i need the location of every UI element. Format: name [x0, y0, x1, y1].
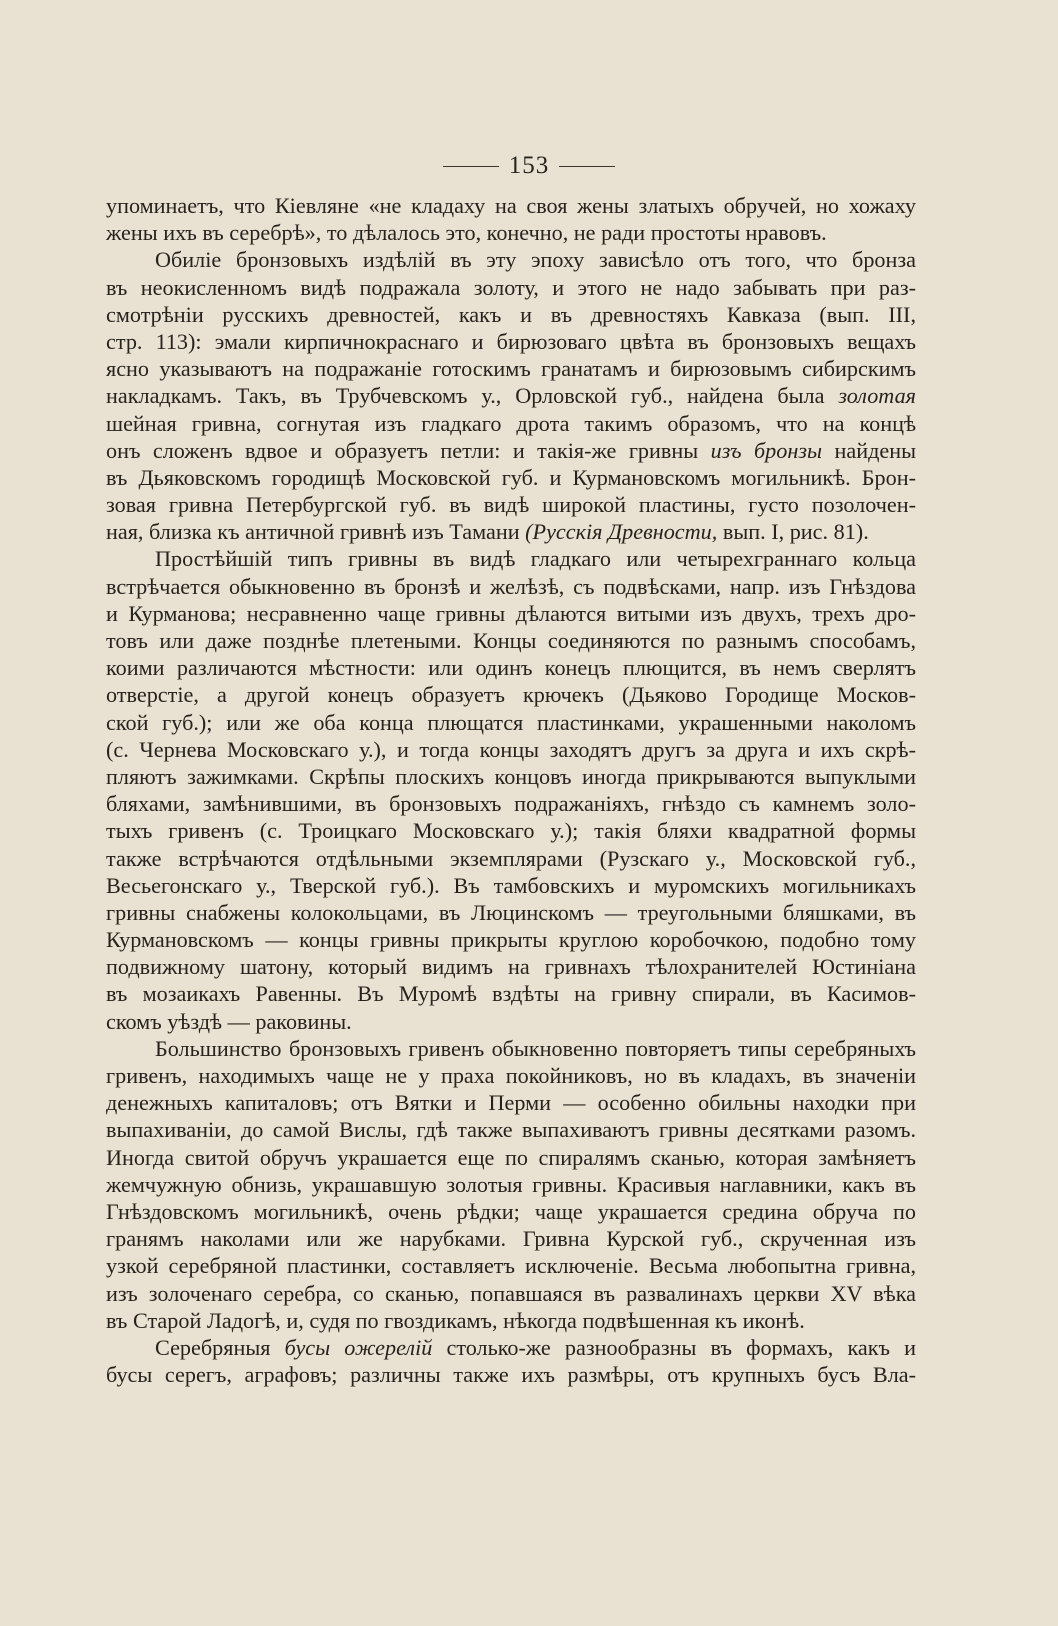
text-line: въ Дьяковскомъ городищѣ Московской губ. и Курмановскомъ могильникѣ. Брон-	[106, 464, 916, 490]
body-text	[106, 192, 916, 1388]
text-line: въ неокисленномъ видѣ подражала золоту, и этого не надо забывать при раз-	[106, 274, 916, 300]
header-rule-right	[559, 166, 615, 167]
italic-term: изъ бронзы	[710, 437, 823, 463]
text-line: изъ золоченаго серебра, со сканью, попавшаяся въ развалинахъ церкви XV вѣка	[106, 1280, 916, 1306]
text-segment: ная, близка къ античной гривнѣ изъ Тамани	[106, 519, 526, 545]
text-line: подвижному шатону, который видимъ на гривнахъ тѣлохранителей Юстиніана	[106, 954, 916, 980]
text-segment: вып. I, рис. 81).	[717, 519, 869, 545]
text-line	[106, 437, 916, 464]
text-line: узкой серебряной пластинки, составляетъ исключеніе. Весьма любопытна гривна,	[106, 1253, 916, 1279]
page-header	[0, 152, 1058, 180]
text-line: гривны снабжены колокольцами, въ Люцинскомъ — треугольными бляшками, въ	[106, 899, 916, 925]
text-line: Простѣйшій типъ гривны въ видѣ гладкаго или четырехграннаго кольца	[155, 546, 916, 572]
text-line: въ Старой Ладогѣ, и, судя по гвоздикамъ, нѣкогда подвѣшенная къ иконѣ.	[106, 1307, 805, 1333]
text-segment: накладкамъ. Такъ, въ Трубчевскомъ у., Орловской губ., найдена была	[106, 383, 839, 409]
text-line: встрѣчается обыкновенно въ бронзѣ и желѣзѣ, съ подвѣсками, напр. изъ Гнѣздова	[106, 573, 916, 599]
text-line: шейная гривна, согнутая изъ гладкаго дрота такимъ образомъ, что на концѣ	[106, 410, 916, 436]
text-line: стр. 113): эмали кирпичнокраснаго и бирюзоваго цвѣта въ бронзовыхъ вещахъ	[106, 328, 916, 354]
text-line: также встрѣчаются отдѣльными экземплярами (Рузскаго у., Московской губ.,	[106, 845, 916, 871]
italic-term: золотая	[838, 383, 916, 409]
text-line: бусы серегъ, аграфовъ; различны также ихъ размѣры, отъ крупныхъ бусъ Вла-	[106, 1362, 916, 1388]
page-number: 153	[508, 152, 550, 179]
text-segment: онъ сложенъ вдвое и образуетъ петли: и такія-же гривны	[106, 437, 711, 463]
text-line: жемчужную обнизь, украшавшую золотыя гривны. Красивыя наглавники, какъ въ	[106, 1171, 916, 1197]
text-line: денежныхъ капиталовъ; отъ Вятки и Перми — особенно обильны находки при	[106, 1090, 916, 1116]
text-line: ской губ.); или же оба конца плющатся пластинками, украшенными наколомъ	[106, 709, 916, 735]
text-line: смотрѣніи русскихъ древностей, какъ и въ древностяхъ Кавказа (вып. III,	[106, 301, 916, 327]
text-line: ясно указываютъ на подражаніе готоскимъ гранатамъ и бирюзовымъ сибирскимъ	[106, 356, 916, 382]
text-line: пляютъ зажимками. Скрѣпы плоскихъ концовъ иногда прикрываются выпуклыми	[106, 763, 916, 789]
text-line	[106, 382, 916, 409]
text-line: Иногда свитой обручъ украшается еще по спиралямъ сканью, которая замѣняетъ	[106, 1144, 916, 1170]
text-segment: найдены	[822, 437, 917, 463]
text-line: товъ или даже позднѣе плетеными. Концы соединяются по разнымъ способамъ,	[106, 628, 916, 653]
text-segment: столько-же разнообразны въ формахъ, какъ и	[432, 1334, 916, 1360]
text-line: (с. Чернева Московскаго у.), и тогда концы заходятъ другъ за друга и ихъ скрѣ-	[106, 736, 916, 762]
text-segment: Серебряныя	[155, 1334, 285, 1360]
italic-term: (Русскія Древности,	[525, 519, 718, 545]
text-line: жены ихъ въ серебрѣ», то дѣлалось это, конечно, не ради простоты нравовъ.	[106, 220, 827, 246]
text-line: Курмановскомъ — концы гривны прикрыты круглою коробочкою, подобно тому	[106, 927, 916, 953]
header-rule-left	[443, 166, 499, 167]
text-line: Гнѣздовскомъ могильникѣ, очень рѣдки; чаще украшается средина обруча по	[106, 1198, 916, 1224]
text-line: скомъ уѣздѣ — раковины.	[106, 1008, 352, 1034]
text-line	[106, 1334, 916, 1361]
text-line: Обиліе бронзовыхъ издѣлій въ эту эпоху зависѣло отъ того, что бронза	[155, 247, 916, 273]
text-line: коими различаются мѣстности: или одинъ конецъ плющится, въ немъ сверлятъ	[106, 655, 916, 681]
text-line: бляхами, замѣнившими, въ бронзовыхъ подражаніяхъ, гнѣздо съ камнемъ золо-	[106, 791, 916, 817]
text-line: въ мозаикахъ Равенны. Въ Муромѣ вздѣты на гривну спирали, въ Касимов-	[106, 981, 916, 1007]
text-line	[106, 518, 916, 545]
text-line: гривенъ, находимыхъ чаще не у праха покойниковъ, но въ кладахъ, въ значеніи	[106, 1063, 916, 1088]
text-line: выпахиваніи, до самой Вислы, гдѣ также выпахиваютъ гривны десятками разомъ.	[106, 1117, 916, 1143]
text-line: гранямъ наколами или же нарубками. Гривна Курской губ., скрученная изъ	[106, 1226, 916, 1252]
italic-term: бусы ожерелій	[284, 1334, 433, 1360]
text-line: отверстіе, а другой конецъ образуетъ крючекъ (Дьяково Городище Москов-	[106, 682, 916, 708]
text-line: и Курманова; несравненно чаще гривны дѣлаются витыми изъ двухъ, трехъ дро-	[106, 600, 916, 626]
text-line: тыхъ гривенъ (с. Троицкаго Московскаго у.); такія бляхи квадратной формы	[106, 818, 916, 844]
text-line: зовая гривна Петербургской губ. въ видѣ широкой пластины, густо позолочен-	[106, 492, 916, 518]
text-line: Весьегонскаго у., Тверской губ.). Въ тамбовскихъ и муромскихъ могильникахъ	[106, 872, 916, 898]
text-line: упоминаетъ, что Кіевляне «не кладаху на своя жены златыхъ обручей, но хожаху	[106, 193, 916, 218]
text-line: Большинство бронзовыхъ гривенъ обыкновенно повторяетъ типы серебряныхъ	[155, 1035, 916, 1061]
